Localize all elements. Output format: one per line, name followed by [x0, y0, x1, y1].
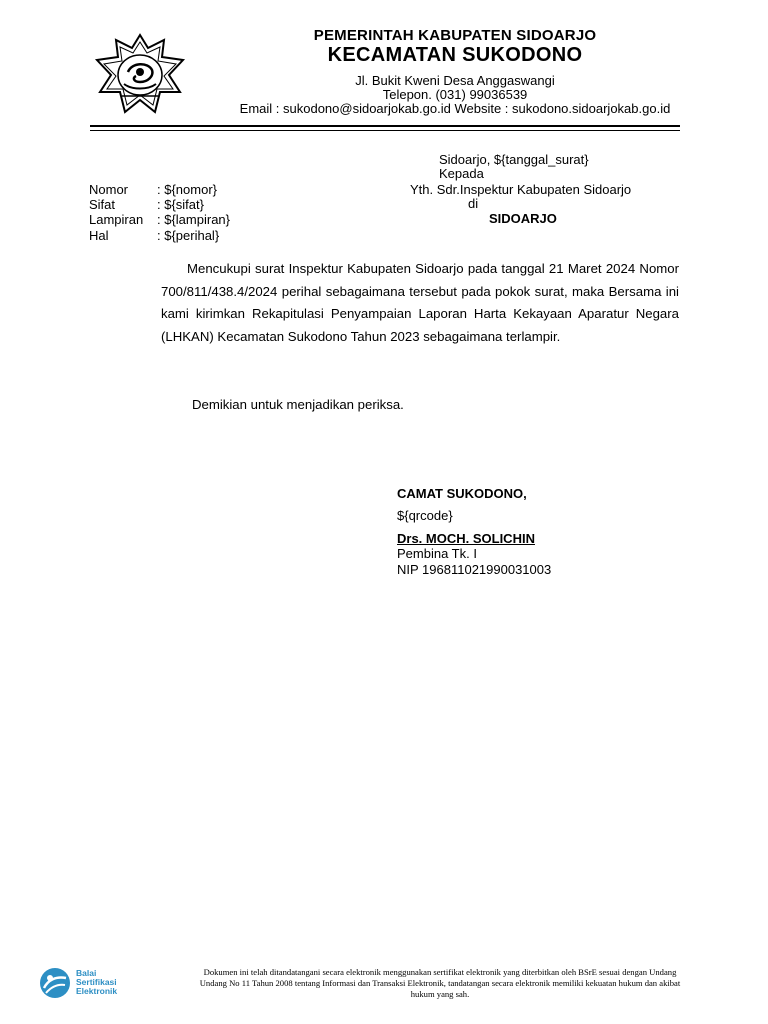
- addressee-di: di: [468, 196, 479, 211]
- meta-hal-label: Hal: [89, 228, 109, 243]
- addressee-name: Yth. Sdr.Inspektur Kabupaten Sidoarjo: [410, 182, 632, 197]
- header-rule-thin: [90, 130, 680, 131]
- signatory-rank: Pembina Tk. I: [397, 546, 477, 561]
- meta-nomor-label: Nomor: [89, 182, 129, 197]
- bsre-line3: Elektronik: [76, 986, 118, 996]
- meta-sifat-value: : ${sifat}: [157, 197, 204, 212]
- bsre-wordmark: [76, 969, 117, 996]
- signatory-title: CAMAT SUKODONO,: [397, 486, 527, 501]
- bsre-line2: Sertifikasi: [76, 977, 117, 987]
- header-subdistrict: KECAMATAN SUKODONO: [327, 44, 583, 66]
- kepada-label: Kepada: [439, 166, 484, 181]
- footer-disclaimer: [150, 967, 730, 1000]
- meta-hal-value: : ${perihal}: [157, 228, 220, 243]
- footer-line3: hukum yang sah.: [410, 989, 470, 999]
- sidoarjo-crest-logo: [92, 32, 188, 116]
- header-government: PEMERINTAH KABUPATEN SIDOARJO: [313, 27, 597, 44]
- qrcode-placeholder: ${qrcode}: [397, 508, 453, 523]
- header-contact: Email : sukodono@sidoarjokab.go.id Website : sukodono.sidoarjokab.go.id: [239, 101, 671, 116]
- header-phone: Telepon. (031) 99036539: [382, 87, 528, 102]
- meta-sifat-label: Sifat: [89, 197, 116, 212]
- footer-line1: Dokumen ini telah ditandatangani secara elektronik menggunakan sertifikat elektronik yang diterbitkan oleh BSrE sesuai dengan Undang: [203, 967, 677, 977]
- footer-line2: Undang No 11 Tahun 2008 tentang Informasi dan Transaksi Elektronik, tandatangan secara elektronik memiliki kekuatan hukum dan akibat: [199, 978, 681, 988]
- signatory-name: Drs. MOCH. SOLICHIN: [397, 531, 535, 546]
- meta-lampiran-value: : ${lampiran}: [157, 212, 230, 227]
- place-date: Sidoarjo, ${tanggal_surat}: [439, 152, 589, 167]
- header-rule-thick: [90, 125, 680, 127]
- addressee-city: SIDOARJO: [489, 211, 557, 226]
- signatory-nip: NIP 196811021990031003: [397, 562, 552, 577]
- meta-lampiran-label: Lampiran: [89, 212, 144, 227]
- closing-sentence: Demikian untuk menjadikan periksa.: [192, 397, 404, 412]
- body-paragraph: Mencukupi surat Inspektur Kabupaten Sidoarjo pada tanggal 21 Maret 2024 Nomor 700/811/438.4/2024 perihal sebagaimana tersebut pada pokok surat, maka Bersama ini kami kirimkan Rekapitulasi Penyampaian Laporan Harta Kekayaan Aparatur Negara (LHKAN) Kecamatan Sukodono Tahun 2023 sebagaimana terlampir.: [161, 261, 679, 344]
- bsre-logo-icon: [38, 966, 72, 1000]
- meta-nomor-value: : ${nomor}: [157, 182, 217, 197]
- bsre-line1: Balai: [76, 968, 97, 978]
- header-address: Jl. Bukit Kweni Desa Anggaswangi: [355, 73, 555, 88]
